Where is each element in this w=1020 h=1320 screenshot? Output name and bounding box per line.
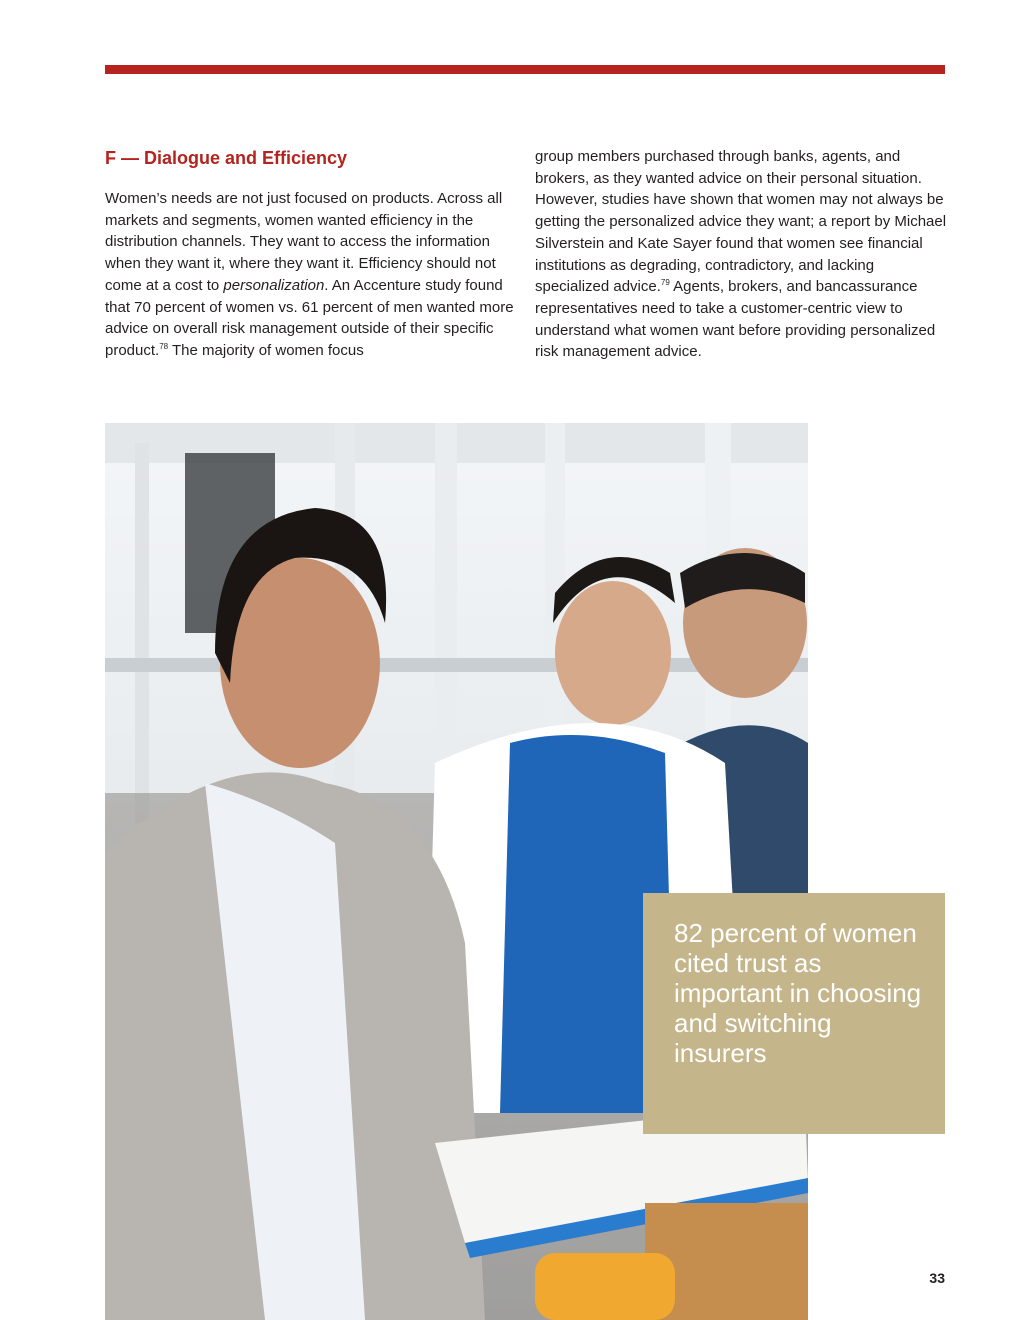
left-column xyxy=(105,146,519,362)
italic-term: personalization xyxy=(223,276,325,294)
section-heading: F — Dialogue and Efficiency xyxy=(105,148,348,168)
paragraph-right-text-a: group members purchased through banks, agents, and brokers, as they wanted advice on their personal situation. However, studies have shown that women may not always be getting the personalized advice they want; a report by Michael Silverstein and Kate Sayer found that women see financial institutions as degrading, contradictory, and lacking specialized advice. xyxy=(535,148,947,296)
footnote-ref-79: 79 xyxy=(660,278,670,288)
callout-box xyxy=(643,893,945,1134)
footnote-ref-78: 78 xyxy=(159,341,169,351)
paragraph-left-text-b: . An Accenture study found that 70 percent of women vs. 61 percent of men wanted more advice on overall risk management outside of their specific product. xyxy=(105,276,514,359)
paragraph-right xyxy=(535,146,949,363)
paragraph-left xyxy=(105,188,519,362)
page-number: 33 xyxy=(929,1270,945,1286)
callout-text: 82 percent of women cited trust as important in choosing and switching insurers xyxy=(674,918,922,1068)
advisor-meeting-photo xyxy=(105,423,808,1320)
right-column xyxy=(535,146,949,363)
paragraph-right-text-b: Agents, brokers, and bancassurance representatives need to take a customer-centric view to understand what women want before providing personalized risk management advice. xyxy=(535,278,936,361)
top-red-rule xyxy=(105,65,945,74)
paragraph-left-text-a: Women’s needs are not just focused on products. Across all markets and segments, women wanted efficiency in the distribution channels. They want to access the information when they want it, where they want it. Efficiency should not come at a cost to xyxy=(105,190,503,294)
paragraph-left-text-c: The majority of women focus xyxy=(168,341,364,359)
